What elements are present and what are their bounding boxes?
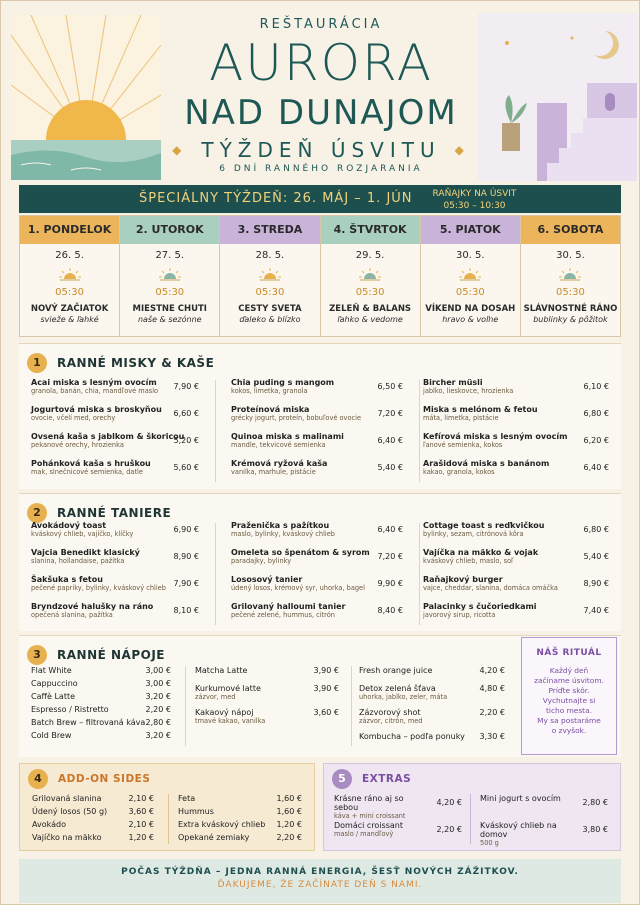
day-name: 1. PONDELOK — [20, 216, 119, 244]
addon-item — [32, 807, 154, 820]
day-card-6 — [521, 216, 620, 336]
item-price: 4,20 € — [436, 798, 462, 807]
item-name: Cold Brew — [31, 731, 72, 740]
item-description: granola, banán, chia, mandľové maslo — [31, 387, 159, 395]
column-divider — [215, 523, 216, 625]
item-price: 6,60 € — [173, 409, 199, 418]
diamond-icon: ◆ — [172, 143, 188, 157]
item-price: 3,30 € — [479, 732, 505, 741]
item-name: Šakšuka s fetou — [31, 575, 103, 584]
ritual-title: NÁŠ RITUÁL — [536, 648, 602, 658]
item-price: 1,20 € — [276, 820, 302, 829]
item-price: 4,80 € — [479, 684, 505, 693]
addon-item — [32, 820, 154, 833]
day-date: 29. 5. — [355, 250, 385, 261]
item-price: 2,20 € — [479, 708, 505, 717]
item-name: Espresso / Ristretto — [31, 705, 109, 714]
day-theme-sub: naše & sezónne — [137, 315, 202, 324]
day-name: 5. PIATOK — [421, 216, 520, 244]
day-theme-sub: svieže & ľahké — [40, 315, 99, 324]
ritual-line: začíname úsvitom. — [534, 676, 604, 685]
menu-item — [231, 432, 403, 459]
item-price: 3,60 € — [128, 807, 154, 816]
item-name: Mini jogurt s ovocím — [480, 794, 561, 803]
item-price: 2,20 € — [145, 705, 171, 714]
footer-line-2: ĎAKUJEME, ŽE ZAČÍNATE DEŇ S NAMI. — [217, 880, 423, 890]
item-name: Raňajkový burger — [423, 575, 503, 584]
drink-item — [359, 666, 505, 684]
item-name: Kefírová miska s lesným ovocím — [423, 432, 568, 441]
item-description: maslo, bylinky, kváskový chlieb — [231, 530, 335, 538]
day-card-2 — [120, 216, 220, 336]
header — [1, 1, 640, 183]
day-name: 3. STREDA — [220, 216, 319, 244]
item-name: Bircher müsli — [423, 378, 483, 387]
footer-line-1: POČAS TÝŽDŇA – JEDNA RANNÁ ENERGIA, ŠESŤ NOVÝCH ZÁŽITKOV. — [121, 867, 519, 877]
addon-column — [178, 794, 302, 846]
day-time: 05:30 — [556, 287, 585, 298]
item-price: 7,20 € — [377, 552, 403, 561]
day-time: 05:30 — [355, 287, 385, 298]
item-name: Extra kváskový chlieb — [178, 820, 266, 829]
section-bowls — [19, 343, 621, 489]
ritual-line: Každý deň — [549, 666, 589, 675]
day-theme: ZELEŇ & BALANS — [329, 304, 412, 314]
menu-item — [231, 575, 403, 602]
menu-column — [31, 521, 199, 629]
menu-item — [31, 602, 199, 629]
item-price: 2,10 € — [128, 820, 154, 829]
addon-item — [178, 833, 302, 846]
ritual-line: ticho mesta. — [546, 706, 592, 715]
section-number: 3 — [27, 645, 47, 665]
item-price: 6,80 € — [583, 409, 609, 418]
item-price: 2,20 € — [436, 825, 462, 834]
ritual-line: o zvyšok. — [551, 726, 587, 735]
item-name: Proteínová miska — [231, 405, 310, 414]
menu-column — [423, 378, 609, 486]
drink-item — [359, 684, 505, 708]
addon-item — [178, 820, 302, 833]
drink-item — [195, 666, 339, 684]
section-title: RANNÉ NÁPOJE — [57, 648, 165, 662]
item-name: Fresh orange juice — [359, 666, 433, 675]
item-name: Caffè Latte — [31, 692, 76, 701]
item-price: 5,60 € — [173, 463, 199, 472]
drink-item — [31, 731, 171, 744]
menu-item — [31, 548, 199, 575]
item-description: zázvor, citrón, med — [359, 717, 423, 725]
item-price: 3,20 € — [145, 692, 171, 701]
item-name: Jogurtová miska s broskyňou — [31, 405, 162, 414]
section-title: RANNÉ MISKY & KAŠE — [57, 356, 215, 370]
week-title — [1, 138, 640, 162]
item-description: maslo / mandľový — [334, 830, 394, 838]
drink-item — [31, 718, 171, 731]
item-name: Kakaový nápoj — [195, 708, 254, 717]
item-price: 3,20 € — [145, 731, 171, 740]
item-price: 6,40 € — [377, 525, 403, 534]
item-name: Cappuccino — [31, 679, 78, 688]
item-price: 3,00 € — [145, 666, 171, 675]
item-price: 6,90 € — [173, 525, 199, 534]
extras-item — [480, 794, 608, 821]
section-title: RANNÉ TANIERE — [57, 506, 172, 520]
drink-item — [31, 679, 171, 692]
menu-column — [423, 521, 609, 629]
extras-item — [334, 794, 462, 821]
item-price: 6,40 € — [583, 463, 609, 472]
breakfast-hours-label: RAŇAJKY NA ÚSVIT — [432, 189, 517, 199]
item-name: Miska s melónom & fetou — [423, 405, 538, 414]
item-description: mak, slnečnicové semienka, datle — [31, 468, 143, 476]
item-price: 3,60 € — [313, 708, 339, 717]
restaurant-subtitle: NAD DUNAJOM — [184, 93, 458, 133]
item-description: paradajky, bylinky — [231, 557, 292, 565]
day-date: 26. 5. — [55, 250, 84, 261]
item-name: Zázvorový shot — [359, 708, 421, 717]
item-description: máta, limetka, pistácie — [423, 414, 499, 422]
column-divider — [215, 380, 216, 482]
column-divider — [419, 523, 420, 625]
week-title-text: TÝŽDEŇ ÚSVITU — [201, 138, 441, 162]
menu-item — [231, 405, 403, 432]
menu-item — [423, 378, 609, 405]
ritual-box — [521, 637, 617, 755]
item-name: Praženička s pažítkou — [231, 521, 330, 530]
day-time: 05:30 — [255, 287, 285, 298]
item-price: 6,50 € — [377, 382, 403, 391]
menu-item — [31, 405, 199, 432]
item-price: 6,80 € — [583, 525, 609, 534]
day-theme-sub: ľahko & vedome — [337, 315, 403, 324]
tagline: 6 DNÍ RANNÉHO ROZJARANIA — [219, 164, 423, 174]
addon-item — [32, 794, 154, 807]
column-divider — [419, 380, 420, 482]
item-description: ľanové semienka, kokos — [423, 441, 503, 449]
item-price: 5,40 € — [377, 463, 403, 472]
menu-item — [231, 602, 403, 629]
item-name: Acai miska s lesným ovocím — [31, 378, 157, 387]
section-extras — [323, 763, 621, 851]
item-price: 9,90 € — [377, 579, 403, 588]
item-name: Kombucha – podľa ponuky — [359, 732, 465, 741]
kicker: REŠTAURÁCIA — [259, 17, 383, 32]
item-description: pekanové orechy, hrozienka — [31, 441, 124, 449]
ritual-text — [522, 666, 616, 736]
menu-item — [31, 521, 199, 548]
menu-item — [423, 521, 609, 548]
item-description: vanilka, marhule, pistácie — [231, 468, 316, 476]
item-name: Detox zelená šťava — [359, 684, 436, 693]
day-name: 2. UTOROK — [120, 216, 219, 244]
drink-item — [31, 666, 171, 679]
day-time: 05:30 — [455, 287, 485, 298]
item-name: Arašidová miska s banánom — [423, 459, 550, 468]
item-description: pečené zelené, hummus, citrón — [231, 611, 335, 619]
item-name: Chia puding s mangom — [231, 378, 335, 387]
ritual-line: Vychutnajte si — [542, 696, 596, 705]
diamond-icon: ◆ — [454, 143, 470, 157]
sunrise-icon — [358, 267, 382, 281]
section-title: ADD-ON SIDES — [58, 773, 151, 785]
sunrise-icon — [58, 267, 82, 281]
extras-column — [334, 794, 462, 848]
item-name: Kváskový chlieb na domov — [480, 821, 557, 839]
drink-item — [31, 705, 171, 718]
day-theme: NOVÝ ZAČIATOK — [30, 304, 109, 314]
menu-item — [423, 405, 609, 432]
addon-item — [32, 833, 154, 846]
section-number: 1 — [27, 353, 47, 373]
item-name: Omeleta so špenátom & syrom — [231, 548, 370, 557]
special-week-text: ŠPECIÁLNY TÝŽDEŇ: 26. MÁJ – 1. JÚN — [139, 191, 413, 206]
day-theme-sub: ďaleko & blízko — [239, 315, 301, 324]
item-price: 8,90 € — [173, 552, 199, 561]
item-price: 2,20 € — [276, 833, 302, 842]
special-week-banner — [19, 185, 621, 213]
item-name: Kurkumové latte — [195, 684, 261, 693]
menu-item — [423, 548, 609, 575]
item-price: 2,80 € — [582, 798, 608, 807]
day-time: 05:30 — [155, 287, 185, 298]
day-card-1 — [20, 216, 120, 336]
addon-item — [178, 807, 302, 820]
item-name: Údený losos (50 g) — [32, 807, 108, 816]
item-price: 8,90 € — [583, 579, 609, 588]
breakfast-hours — [427, 188, 522, 212]
day-card-4 — [321, 216, 421, 336]
menu-item — [31, 459, 199, 486]
item-description: grécky jogurt, proteín, bobuľové ovocie — [231, 414, 361, 422]
item-name: Lososový tanier — [231, 575, 303, 584]
extras-item — [334, 821, 462, 848]
item-name: Domáci croissant — [334, 821, 403, 830]
item-description: kakao, granola, kokos — [423, 468, 495, 476]
addon-item — [178, 794, 302, 807]
menu-item — [31, 432, 199, 459]
menu-item — [231, 459, 403, 486]
ritual-line: My sa postaráme — [537, 716, 601, 725]
item-description: vajce, cheddar, slanina, domáca omáčka — [423, 584, 558, 592]
item-price: 5,20 € — [173, 436, 199, 445]
menu-item — [231, 378, 403, 405]
addon-column — [32, 794, 154, 846]
column-divider — [185, 666, 186, 746]
item-name: Vajcia Benedikt klasický — [31, 548, 140, 557]
item-name: Matcha Latte — [195, 666, 248, 675]
day-theme: VÍKEND NA DOSAH — [425, 304, 516, 314]
column-divider — [351, 666, 352, 746]
day-name: 6. SOBOTA — [521, 216, 620, 244]
item-name: Krémová ryžová kaša — [231, 459, 328, 468]
item-price: 6,40 € — [377, 436, 403, 445]
menu-item — [423, 459, 609, 486]
ritual-line: Príďte skôr. — [548, 686, 590, 695]
item-description: javorový sirup, ricotta — [423, 611, 496, 619]
item-price: 7,40 € — [583, 606, 609, 615]
item-name: Avokádo — [32, 820, 66, 829]
item-name: Batch Brew – filtrovaná káva — [31, 718, 146, 727]
item-price: 6,10 € — [583, 382, 609, 391]
menu-item — [231, 521, 403, 548]
item-price: 3,90 € — [313, 684, 339, 693]
item-price: 1,60 € — [276, 807, 302, 816]
restaurant-title: AURORA — [209, 34, 433, 92]
menu-item — [31, 378, 199, 405]
item-description: káva + mini croissant — [334, 812, 406, 820]
day-date: 30. 5. — [556, 250, 585, 261]
item-name: Grilovaná slanina — [32, 794, 102, 803]
item-name: Palacinky s čučoriedkami — [423, 602, 537, 611]
sunrise-icon — [458, 267, 482, 281]
item-description: tmavé kakao, vanilka — [195, 717, 266, 725]
item-description: zázvor, med — [195, 693, 236, 701]
item-price: 7,90 € — [173, 382, 199, 391]
column-divider — [470, 794, 471, 844]
item-description: kokos, limetka, granola — [231, 387, 308, 395]
item-name: Feta — [178, 794, 196, 803]
item-price: 3,90 € — [313, 666, 339, 675]
drink-item — [195, 684, 339, 708]
item-price: 2,10 € — [128, 794, 154, 803]
menu-item — [423, 432, 609, 459]
item-name: Flat White — [31, 666, 72, 675]
item-price: 1,60 € — [276, 794, 302, 803]
drink-item — [195, 708, 339, 732]
menu-item — [231, 548, 403, 575]
item-name: Pohánková kaša s hruškou — [31, 459, 151, 468]
menu-item — [423, 602, 609, 629]
section-number: 2 — [27, 503, 47, 523]
day-theme: SLÁVNOSTNÉ RÁNO — [523, 304, 618, 314]
drinks-column — [359, 666, 505, 750]
item-description: údený losos, krémový syr, uhorka, bagel — [231, 584, 365, 592]
section-add-ons — [19, 763, 315, 851]
menu-column — [31, 378, 199, 486]
item-price: 3,00 € — [145, 679, 171, 688]
drink-item — [359, 708, 505, 732]
item-name: Opekané zemiaky — [178, 833, 250, 842]
sunrise-icon — [258, 267, 282, 281]
item-description: slanina, hollandaise, pažítka — [31, 557, 125, 565]
item-description: bylinky, sezam, citrónová kôra — [423, 530, 524, 538]
extras-item — [480, 821, 608, 848]
menu-column — [231, 378, 403, 486]
item-description: kváskový chlieb, maslo, soľ — [423, 557, 514, 565]
menu-item — [423, 575, 609, 602]
day-date: 27. 5. — [155, 250, 185, 261]
item-name: Bryndzové halušky na ráno — [31, 602, 154, 611]
day-schedule — [19, 215, 621, 337]
drinks-column — [195, 666, 339, 732]
day-theme: CESTY SVETA — [238, 304, 302, 314]
item-description: mandle, tekvicové semienka — [231, 441, 326, 449]
day-date: 30. 5. — [455, 250, 485, 261]
drinks-column — [31, 666, 171, 744]
item-name: Hummus — [178, 807, 214, 816]
item-name: Avokádový toast — [31, 521, 107, 530]
item-description: kváskový chlieb, vajíčko, klíčky — [31, 530, 134, 538]
item-description: opečená slanina, pažítka — [31, 611, 113, 619]
day-name: 4. ŠTVRTOK — [321, 216, 420, 244]
item-name: Cottage toast s reďkvičkou — [423, 521, 545, 530]
section-number: 5 — [332, 769, 352, 789]
day-theme-sub: bublinky & pôžitok — [533, 315, 608, 324]
item-name: Ovsená kaša s jablkom & škoricou — [31, 432, 185, 441]
column-divider — [168, 794, 169, 844]
item-price: 7,20 € — [377, 409, 403, 418]
item-description: ovocie, včelí med, orechy — [31, 414, 116, 422]
day-theme-sub: hravo & voľne — [442, 315, 499, 324]
extras-column — [480, 794, 608, 848]
item-price: 8,40 € — [377, 606, 403, 615]
sunrise-icon — [558, 267, 582, 281]
menu-item — [31, 575, 199, 602]
item-name: Quinoa miska s malinami — [231, 432, 344, 441]
item-description: 500 g — [480, 839, 499, 847]
item-name: Vajíčko na mäkko — [32, 833, 102, 842]
section-number: 4 — [28, 769, 48, 789]
item-name: Grilovaný halloumi tanier — [231, 602, 346, 611]
item-price: 1,20 € — [128, 833, 154, 842]
item-price: 8,10 € — [173, 606, 199, 615]
item-price: 3,80 € — [582, 825, 608, 834]
item-description: pečené papriky, bylinky, kváskový chlieb — [31, 584, 166, 592]
footer — [19, 859, 621, 903]
item-description: uhorka, jablko, zeler, máta — [359, 693, 448, 701]
item-name: Vajíčka na mäkko & vojak — [423, 548, 539, 557]
item-price: 4,20 € — [479, 666, 505, 675]
item-price: 7,90 € — [173, 579, 199, 588]
day-card-3 — [220, 216, 320, 336]
drink-item — [359, 732, 505, 750]
item-name: Krásne ráno aj so sebou — [334, 794, 404, 812]
day-card-5 — [421, 216, 521, 336]
day-time: 05:30 — [55, 287, 84, 298]
day-date: 28. 5. — [255, 250, 285, 261]
item-price: 6,20 € — [583, 436, 609, 445]
breakfast-hours-time: 05:30 – 10:30 — [443, 201, 506, 211]
item-price: 2,80 € — [145, 718, 171, 727]
day-theme: MIESTNE CHUTI — [132, 304, 207, 314]
section-plates — [19, 493, 621, 631]
section-title: EXTRAS — [362, 773, 412, 785]
item-price: 5,40 € — [583, 552, 609, 561]
drink-item — [31, 692, 171, 705]
item-description: jablko, lieskovce, hrozienka — [423, 387, 514, 395]
menu-column — [231, 521, 403, 629]
sunrise-icon — [158, 267, 182, 281]
